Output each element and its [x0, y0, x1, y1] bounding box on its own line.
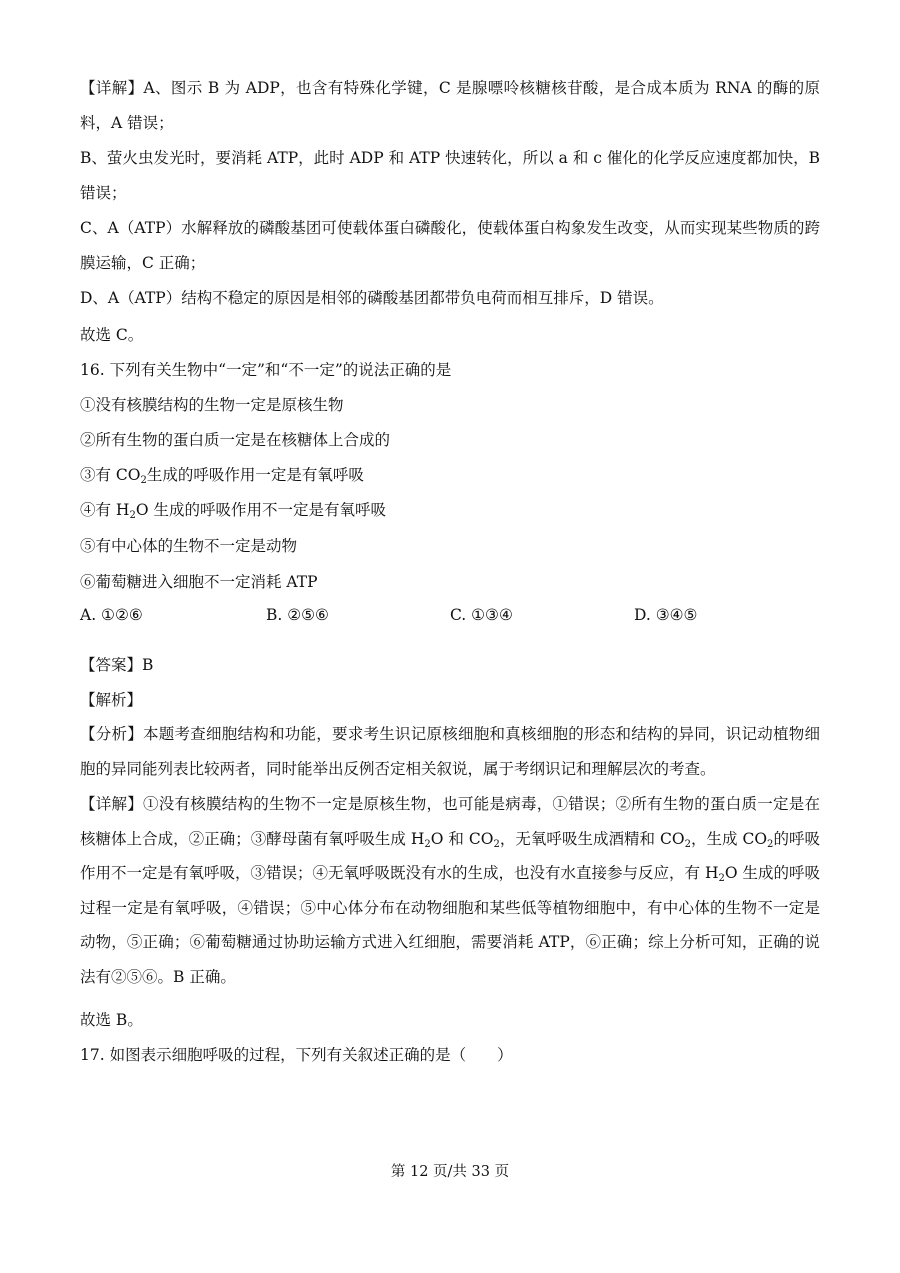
option-d: D. ③④⑤ [634, 606, 698, 624]
choice-text: 故选 C。 [80, 326, 144, 344]
option-b: B. ②⑤⑥ [266, 606, 329, 624]
detail-option-d: D、A（ATP）结构不稳定的原因是相邻的磷酸基团都带负电荷而相互排斥，D 错误。 [80, 289, 664, 307]
analysis-paragraph: 【分析】本题考查细胞结构和功能，要求考生识记原核细胞和真核细胞的形态和结构的异同，识记动植物细胞的异同能列表比较两者，同时能举出反例否定相关叙说，属于考纲识记和理解层次的考查。 [80, 725, 820, 778]
statement-6: ⑥葡萄糖进入细胞不一定消耗 ATP [80, 573, 318, 591]
choice-text-16: 故选 B。 [80, 1011, 143, 1029]
question-17-stem: 17. 如图表示细胞呼吸的过程，下列有关叙述正确的是（ ） [80, 1046, 513, 1064]
question-16-stem: 16. 下列有关生物中“一定”和“不一定”的说法正确的是 [80, 361, 452, 379]
detail-option-c: C、A（ATP）水解释放的磷酸基团可使载体蛋白磷酸化，使载体蛋白构象发生改变，从而实现某些物质的跨膜运输，C 正确； [80, 219, 820, 272]
statement-1: ①没有核膜结构的生物一定是原核生物 [80, 396, 344, 414]
detail-paragraph: 【详解】①没有核膜结构的生物不一定是原核生物，也可能是病毒，①错误；②所有生物的蛋白质一定是在核糖体上合成，②正确；③酵母菌有氧呼吸生成 $H_2O$ 和 $CO_2$，无氧呼吸生成酒精和 $CO_2$，生成 $CO_2$的呼吸作用不一定是有氧呼吸，③错误；④无氧呼吸既没有水的生成，也没有水直接参与反应，有 $H_2O$ 生成的呼吸过程一定是有氧呼吸，④错误；⑤中心体分布在动物细胞和某些低等植物细胞中，有中心体的生物不一定是动物，⑤正确；⑥葡萄糖通过协助运输方式进入红细胞，需要消耗 ATP，⑥正确；综上分析可知，正确的说法有②⑤⑥。B 正确。 [80, 795, 820, 986]
answer-label: 【答案】B [80, 656, 154, 674]
statement-4: ④有 $H_2O$ 生成的呼吸作用不一定是有氧呼吸 [80, 501, 386, 521]
option-c: C. ①③④ [450, 606, 513, 624]
statement-5: ⑤有中心体的生物不一定是动物 [80, 537, 298, 555]
analysis-heading: 【解析】 [80, 691, 143, 709]
detail-option-b: B、萤火虫发光时，要消耗 ATP，此时 ADP 和 ATP 快速转化，所以 a 和 c 催化的化学反应速度都加快，B 错误； [80, 149, 820, 202]
page-footer: 第 12 页/共 33 页 [390, 1164, 510, 1180]
detail-option-a: 【详解】A、图示 B 为 ADP，也含有特殊化学键，C 是腺嘌呤核糖核苷酸，是合成本质为 RNA 的酶的原料，A 错误； [80, 79, 820, 132]
statement-3: ③有 $CO_2$生成的呼吸作用一定是有氧呼吸 [80, 466, 364, 486]
option-a: A. ①②⑥ [80, 606, 143, 624]
statement-2: ②所有生物的蛋白质一定是在核糖体上合成的 [80, 431, 391, 449]
